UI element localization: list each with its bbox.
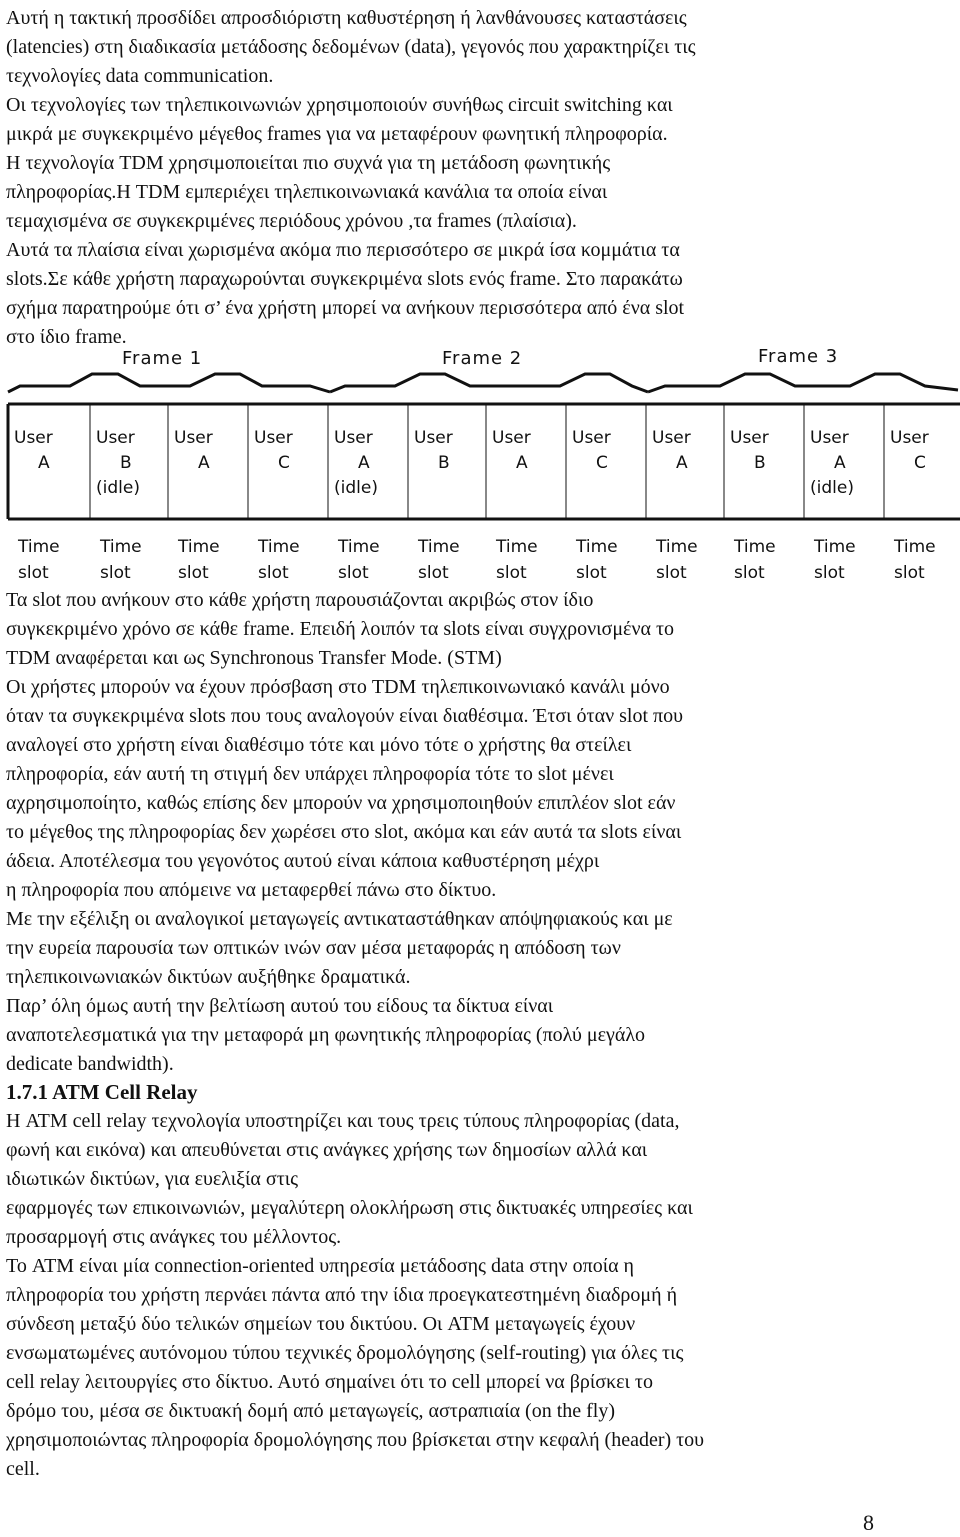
slot-word: slot (418, 563, 449, 583)
page-number: 8 (863, 1510, 874, 1535)
text-line: Οι χρήστες μπορούν να έχουν πρόσβαση στο TDM τηλεπικοινωνιακό κανάλι μόνο (6, 676, 670, 698)
text-line: Παρ’ όλη όμως αυτή την βελτίωση αυτού του είδους τα δίκτυα είναι (6, 995, 554, 1017)
slot-id: B (754, 453, 766, 473)
text-line: σχήμα παρατηρούμε ότι σ’ ένα χρήστη μπορεί να ανήκουν περισσότερα από ένα slot (6, 297, 685, 319)
time-word: Time (258, 537, 300, 557)
time-slot-label (894, 534, 936, 586)
frame-1-bracket (8, 374, 330, 392)
time-slot-label (576, 534, 618, 586)
slot-user: User (730, 428, 769, 448)
frame-2-bracket (330, 374, 648, 392)
slot-user: User (414, 428, 453, 448)
time-slot-cell (174, 426, 213, 476)
text-line: cell relay λειτουργίες στο δίκτυο. Αυτό σημαίνει ότι το cell μπορεί να βρίσκει το (6, 1371, 653, 1393)
text-line: προσαρμογή στις ανάγκες του μέλλοντος. (6, 1226, 342, 1248)
time-slot-label (496, 534, 538, 586)
time-slot-label (338, 534, 380, 586)
slot-user: User (572, 428, 611, 448)
time-word: Time (418, 537, 460, 557)
tdm-frames-figure (0, 342, 960, 592)
time-slot-cell (572, 426, 611, 476)
slot-word: slot (18, 563, 49, 583)
text-line: TDM αναφέρεται και ως Synchronous Transfer Mode. (STM) (6, 647, 502, 669)
text-line: αχρησιμοποίητο, καθώς επίσης δεν μπορούν να χρησιμοποιηθούν επιπλέον slot εάν (6, 792, 676, 814)
text-line: εφαρμογές των επικοινωνιών, μεγαλύτερη ολοκλήρωση στις δικτυακές υπηρεσίες και (6, 1197, 693, 1219)
time-slot-label (656, 534, 698, 586)
text-line: πληροφορία, εάν αυτή τη στιγμή δεν υπάρχει πληροφορία τότε το slot μένει (6, 763, 614, 785)
frame-3-label: Frame 3 (758, 346, 839, 367)
slot-user: User (334, 428, 373, 448)
text-line: χρησιμοποιώντας πληροφορία δρομολόγησης που βρίσκεται στην κεφαλή (header) του (6, 1429, 705, 1451)
slot-user: User (174, 428, 213, 448)
text-line: πληροφορίας.Η TDM εμπεριέχει τηλεπικοινωνιακά κανάλια τα οποία είναι (6, 181, 608, 203)
slot-note: (idle) (334, 478, 378, 498)
time-word: Time (100, 537, 142, 557)
time-word: Time (656, 537, 698, 557)
time-word: Time (338, 537, 380, 557)
section-paragraph (6, 1107, 896, 1484)
text-line: ιδιωτικών δικτύων, για ευελιξία στις (6, 1168, 299, 1190)
text-line: τεχνολογίες data communication. (6, 65, 274, 87)
slot-word: slot (894, 563, 925, 583)
slot-user: User (96, 428, 135, 448)
slot-user: User (810, 428, 849, 448)
text-line: δρόμο του, μέσα σε δικτυακή δομή από μεταγωγείς, αστραπιαία (on the fly) (6, 1400, 616, 1422)
text-line: dedicate bandwidth). (6, 1053, 174, 1075)
time-slot-label (418, 534, 460, 586)
time-word: Time (496, 537, 538, 557)
slot-word: slot (496, 563, 527, 583)
time-slot-cell (414, 426, 453, 476)
slot-user: User (254, 428, 293, 448)
text-line: την ευρεία παρουσία των οπτικών ινών σαν μέσα μεταφοράς η απόδοση των (6, 937, 621, 959)
slot-id: B (120, 453, 132, 473)
text-line: Με την εξέλιξη οι αναλογικοί μεταγωγείς αντικαταστάθηκαν απόψηφιακούς και με (6, 908, 673, 930)
text-line: φωνή και εικόνα) και απευθύνεται στις ανάγκες χρήσης των δημοσίων αλλά και (6, 1139, 648, 1161)
slot-id: C (278, 453, 290, 473)
text-line: πληροφορία του χρήστη περνάει πάντα από την ίδια προεγκατεστημένη διαδρομή ή (6, 1284, 678, 1306)
slot-id: A (38, 453, 50, 473)
text-line: Η ATM cell relay τεχνολογία υποστηρίζει και τους τρεις τύπους πληροφορίας (data, (6, 1110, 680, 1132)
slot-user: User (14, 428, 53, 448)
time-slot-label (100, 534, 142, 586)
text-line: αναλογεί στο χρήστη είναι διαθέσιμο τότε και μόνο τότε ο χρήστης θα στείλει (6, 734, 632, 756)
slot-user: User (652, 428, 691, 448)
time-slot-label (734, 534, 776, 586)
slot-word: slot (814, 563, 845, 583)
text-line: μικρά με συγκεκριμένο μέγεθος frames για να μεταφέρουν φωνητική πληροφορία. (6, 123, 668, 145)
time-slot-label (258, 534, 300, 586)
time-word: Time (178, 537, 220, 557)
time-slot-cell (492, 426, 531, 476)
text-line: slots.Σε κάθε χρήστη παραχωρούνται συγκεκριμένα slots ενός frame. Στο παρακάτω (6, 268, 683, 290)
slot-word: slot (656, 563, 687, 583)
text-line: Το ATM είναι μία connection-oriented υπηρεσία μετάδοσης data στην οποία η (6, 1255, 635, 1277)
time-word: Time (814, 537, 856, 557)
text-line: συγκεκριμένο χρόνο σε κάθε frame. Επειδή λοιπόν τα slots είναι συγχρονισμένα το (6, 618, 675, 640)
text-line: αναποτελεσματικά για την μεταφορά μη φωνητικής πληροφορίας (πολύ μεγάλο (6, 1024, 646, 1046)
time-slot-cell (810, 426, 854, 501)
time-slot-cell (890, 426, 929, 476)
slot-id: C (914, 453, 926, 473)
time-slot-label (18, 534, 60, 586)
time-slot-cell (730, 426, 769, 476)
text-line: Η τεχνολογία TDM χρησιμοποιείται πιο συχνά για τη μετάδοση φωνητικής (6, 152, 611, 174)
text-line: Οι τεχνολογίες των τηλεπικοινωνιών χρησιμοποιούν συνήθως circuit switching και (6, 94, 673, 116)
time-slot-cell (652, 426, 691, 476)
slot-note: (idle) (810, 478, 854, 498)
text-line: Αυτά τα πλαίσια είναι χωρισμένα ακόμα πιο περισσότερο σε μικρά ίσα κομμάτια τα (6, 239, 680, 261)
time-slot-cell (14, 426, 53, 476)
text-line: όταν τα συγκεκριμένα slots που τους αναλογούν είναι διαθέσιμα. Έτσι όταν slot που (6, 705, 684, 727)
time-slot-label (178, 534, 220, 586)
slot-note: (idle) (96, 478, 140, 498)
text-line: Αυτή η τακτική προσδίδει απροσδιόριστη καθυστέρηση ή λανθάνουσες καταστάσεις (6, 7, 687, 29)
slot-user: User (890, 428, 929, 448)
time-word: Time (894, 537, 936, 557)
frame-1-label: Frame 1 (122, 348, 203, 369)
section-heading: 1.7.1 ATM Cell Relay (6, 1080, 198, 1104)
time-slot-cell (96, 426, 140, 501)
slot-user: User (492, 428, 531, 448)
frame-2-label: Frame 2 (442, 348, 523, 369)
time-word: Time (734, 537, 776, 557)
text-line: Τα slot που ανήκουν στο κάθε χρήστη παρουσιάζονται ακριβώς στον ίδιο (6, 589, 594, 611)
slot-id: A (358, 453, 370, 473)
slot-word: slot (100, 563, 131, 583)
slot-id: A (676, 453, 688, 473)
slot-word: slot (178, 563, 209, 583)
slot-id: A (834, 453, 846, 473)
time-slot-cell (334, 426, 378, 501)
text-line: σύνδεση μεταξύ δύο τελικών σημείων του δικτύου. Οι ATM μεταγωγείς έχουν (6, 1313, 636, 1335)
frame-3-bracket (648, 374, 958, 392)
intro-paragraph (6, 4, 896, 352)
text-line: τεμαχισμένα σε συγκεκριμένες περιόδους χρόνου ,τα frames (πλαίσια). (6, 210, 577, 232)
slot-id: A (198, 453, 210, 473)
text-line: cell. (6, 1458, 40, 1480)
text-line: τηλεπικοινωνιακών δικτύων αυξήθηκε δραματικά. (6, 966, 411, 988)
slot-word: slot (576, 563, 607, 583)
text-line: η πληροφορία που απόμεινε να μεταφερθεί πάνω στο δίκτυο. (6, 879, 497, 901)
time-word: Time (576, 537, 618, 557)
slot-id: A (516, 453, 528, 473)
text-line: στο ίδιο frame. (6, 326, 127, 348)
slot-id: B (438, 453, 450, 473)
time-slot-cell (254, 426, 293, 476)
time-slot-label (814, 534, 856, 586)
text-line: ενσωματωμένες αυτόνομου τύπου τεχνικές δρομολόγησης (self-routing) για όλες τις (6, 1342, 684, 1364)
text-line: το μέγεθος της πληροφορίας δεν χωρέσει στο slot, ακόμα και εάν αυτά τα slots είναι (6, 821, 682, 843)
slot-id: C (596, 453, 608, 473)
slot-word: slot (258, 563, 289, 583)
body-paragraph (6, 586, 896, 1079)
slot-word: slot (338, 563, 369, 583)
slot-word: slot (734, 563, 765, 583)
time-word: Time (18, 537, 60, 557)
text-line: (latencies) στη διαδικασία μετάδοσης δεδομένων (data), γεγονός που χαρακτηρίζει τις (6, 36, 696, 58)
text-line: άδεια. Αποτέλεσμα του γεγονότος αυτού είναι κάποια καθυστέρηση μέχρι (6, 850, 600, 872)
